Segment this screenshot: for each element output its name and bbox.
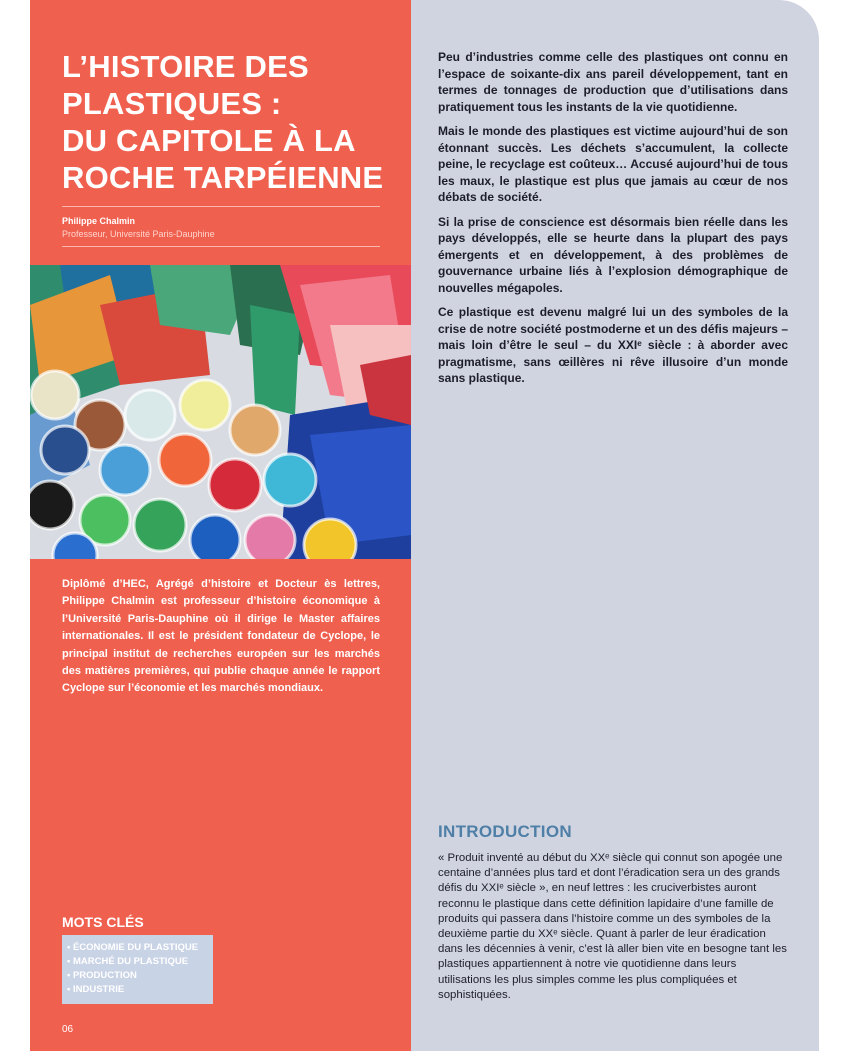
introduction-paragraph: « Produit inventé au début du XXᵉ siècle qui connut son apogée une centaine d’années plus tard et dont l’éradication sera un des grands défis du XXIᵉ siècle », en neuf lettres : les cruciverbistes auront reconnu le plastique dans cette définition lapidaire d’une famille de produits qui passera dans l’histoire comme un des symboles de la deuxième partie du XXᵉ siècle. Quant à parler de leur éradication dans les décennies à venir, c’est là aller bien vite en besogne tant les plastiques appartiennent à notre vie quotidienne dans leurs utilisations les plus simples comme les plus compliquées et sophistiquées. [438,852,787,1001]
keyword-item: • ÉCONOMIE DU PLASTIQUE [67,941,213,955]
title-line: PLASTIQUES : [62,86,282,121]
author-role: Professeur, Université Paris-Dauphine [62,229,215,239]
abstract-paragraph: Ce plastique est devenu malgré lui un des symboles de la crise de notre société postmoderne et un des défis majeurs – mais loin d’être le seul – du XXIᵉ siècle : à aborder avec pragmatisme, sans œillères ni rêve illusoire d’un monde sans plastique. [438,305,788,385]
article-title [62,48,392,196]
author-biography [62,576,380,698]
abstract-paragraph: Si la prise de conscience est désormais bien réelle dans les pays développés, elle se heurte dans la plupart des pays émergents et en développement, à des problèmes de gouvernance urbaine liés à l’explosion démographique de nouvelles mégapoles. [438,214,788,295]
introduction-text [438,851,790,1003]
divider [62,246,380,247]
page-number: 06 [62,1024,74,1035]
title-line: L’HISTOIRE DES [62,49,309,84]
article-abstract [438,49,788,395]
keywords-title: MOTS CLÉS [62,914,144,930]
abstract-paragraph: Mais le monde des plastiques est victime aujourd’hui de son étonnant succès. Les déchets s’accumulent, la collecte peine, le recyclage est coûteux… Accusé aujourd’hui de tous les maux, le plastique est plus que jamais au cœur de nos débats de société. [438,124,788,204]
title-line: ROCHE TARPÉIENNE [62,160,384,195]
keyword-item: • INDUSTRIE [67,983,213,997]
keyword-item: • MARCHÉ DU PLASTIQUE [67,955,213,969]
abstract-paragraph: Peu d’industries comme celle des plastiques ont connu en l’espace de soixante-dix ans pareil développement, tant en termes de tonnages de production que d’utilisations dans pratiquement tous les instants de la vie quotidienne. [438,50,788,114]
author-name: Philippe Chalmin [62,216,136,226]
plastic-pellets-photo [30,265,411,559]
divider [62,206,380,207]
keyword-item: • PRODUCTION [67,969,213,983]
bio-text: Diplômé d’HEC, Agrégé d’histoire et Docteur ès lettres, Philippe Chalmin est professeur d’histoire économique à l’Université Paris-Dauphine où il dirige le Master affaires internationales. Il est le président fondateur de Cyclope, le principal institut de recherches européen sur les marchés des matières premières, qui publie chaque année le rapport Cyclope sur l’économie et les marchés mondiaux. [62,578,380,695]
keywords-box [62,935,213,1004]
title-line: DU CAPITOLE À LA [62,123,356,158]
introduction-heading: INTRODUCTION [438,822,572,841]
